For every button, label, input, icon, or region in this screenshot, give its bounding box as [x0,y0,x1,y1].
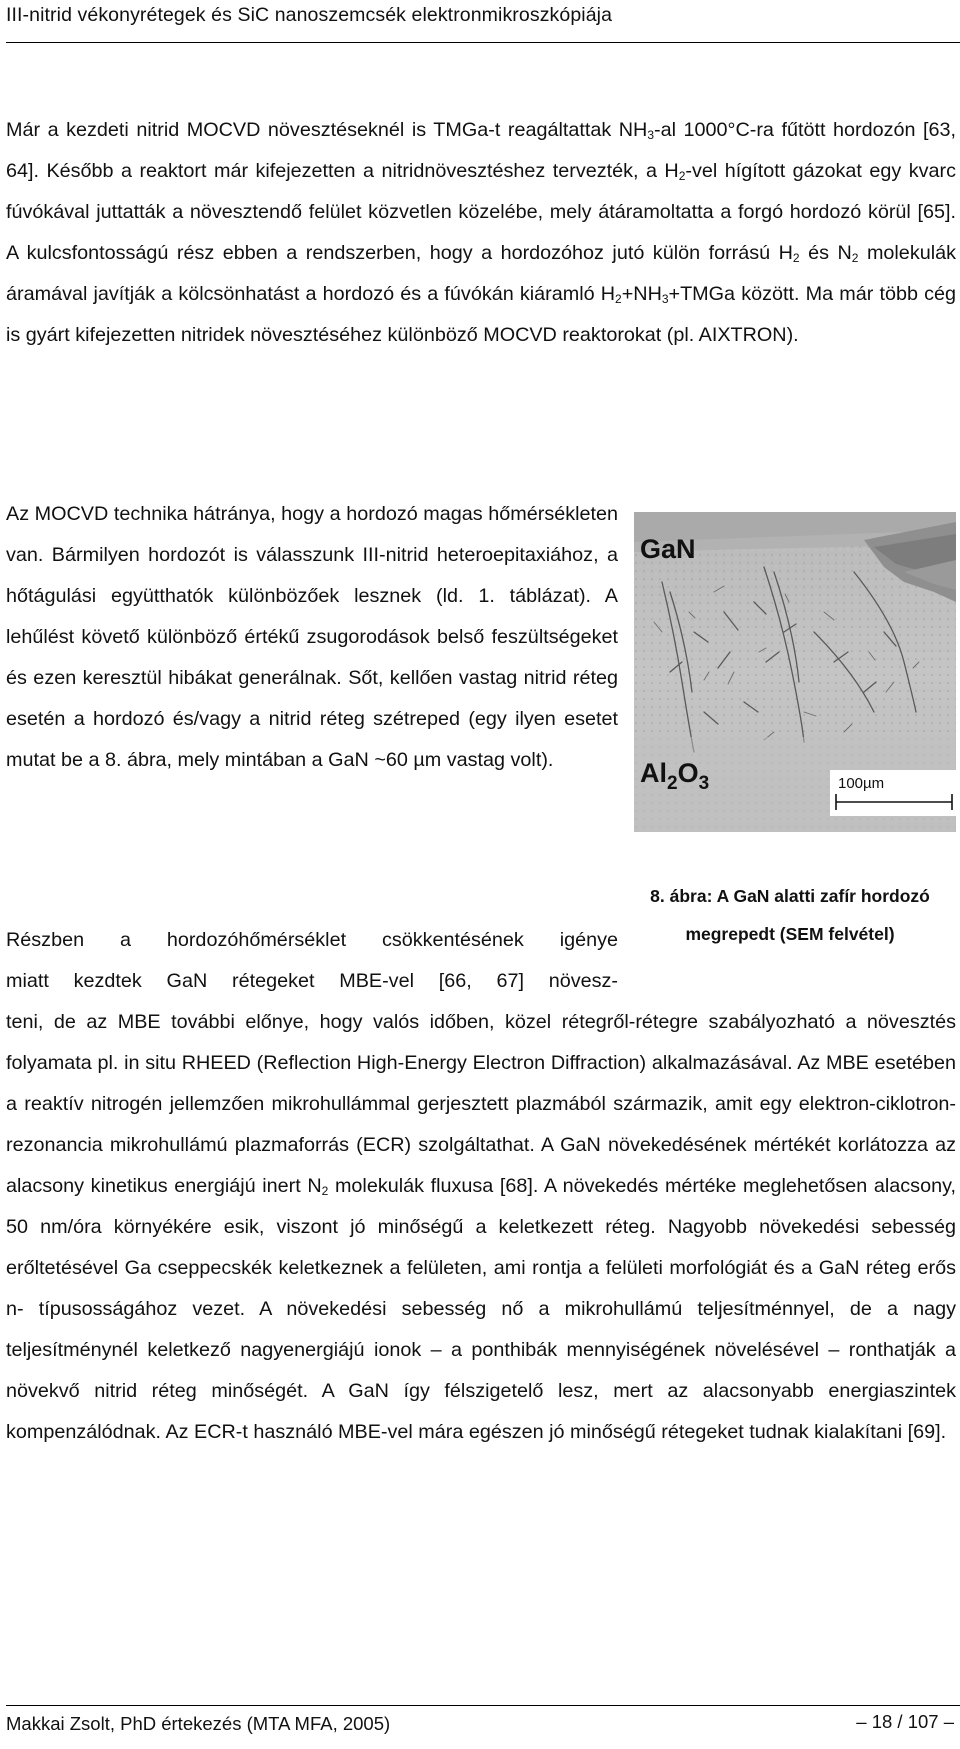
sem-micrograph-image [634,512,956,832]
page-header [6,0,960,43]
paragraph-mbe [6,920,956,1453]
scale-bar-label: 100µm [838,775,885,792]
subscript: 3 [661,292,669,306]
page-footer [6,1705,960,1749]
subscript: 2 [792,251,800,265]
text-run: molekulák áramával javítják a kölcsönhatást a hordozó és a fúvókán kiáramló H [6,242,956,305]
subscript: 2 [321,1184,329,1198]
page-number: – 18 / 107 – [856,1711,954,1732]
text-line: Részben a hordozóhőmérséklet csökkentésének igénye [6,929,618,951]
subscript: 2 [615,292,622,306]
subscript: 2 [678,169,686,183]
figure-label-gan: GaN [640,534,696,564]
text-run: -al 1000°C-ra fűtött hordozón [63, 64]. Később a reaktort már kifejezetten a nitridnövesztéshez tervezték, a H [6,119,957,182]
subscript: 3 [647,128,655,142]
text-run: -vel hígított gázokat egy kvarc fúvókával juttatták a növesztendő felület közvetlen közelébe, mely átáramoltatta a forgó hordozó körül [65]. A kulcsfontosságú rész ebben a rendszerben, hogy a hordozóhoz jutó külön forrású H [6,160,956,264]
text-run: Már a kezdeti nitrid MOCVD növesztéseknél is TMGa-t reagáltattak NH [6,119,648,141]
paragraph-mocvd-history [6,110,956,356]
text-line: miatt kezdtek GaN rétegeket MBE-vel [66, 67] növesz- [6,970,618,992]
text-run: teni, de az MBE további előnye, hogy valós időben, közel rétegről-rétegre szabályozható a növesztés folyamata pl. in situ RHEED (Reflection High-Energy Electron Diffraction) alkalmazásával. Az MBE esetében a reaktív nitrogén jellemzően mikrohullámmal gerjesztett plazmából származik, amit egy elektron-ciklotron-rezonancia mikrohullámú plazmaforrás (ECR) szolgáltathat. A GaN növekedésének mértékét korlátozza az alacsony kinetikus energiájú inert N [6,1011,956,1197]
text-run: és N [799,242,852,264]
paragraph-mocvd-drawback: Az MOCVD technika hátránya, hogy a hordozó magas hőmérsékleten van. Bármilyen hordozót is válasszunk III-nitrid heteroepitaxiához, a hőtágulási együtthatók különbözőek lesznek (ld. 1. táblázat). A lehűlést követő különböző értékű zsugorodások belső feszültségeket és ezen keresztül hibákat generálnak. Sőt, kellően vastag nitrid réteg esetén a hordozó és/vagy a nitrid réteg szétreped (egy ilyen esetet mutat be a 8. ábra, mely mintában a GaN ~60 µm vastag volt). [6,503,618,771]
header-title: III-nitrid vékonyrétegek és SiC nanoszemcsék elektronmikroszkópiája [6,4,613,26]
text-run: +TMGa között. Ma már több cég is gyárt kifejezetten nitridek növesztéséhez különböző MOCVD reaktorokat (pl. AIXTRON). [6,283,956,346]
sem-figure [634,512,956,832]
subscript: 2 [851,251,859,265]
footer-author: Makkai Zsolt, PhD értekezés (MTA MFA, 2005) [6,1713,391,1734]
figure-label-al2o3: $Al_2O_3$ [640,758,710,794]
text-run: molekulák fluxusa [68]. A növekedés mértéke meglehetősen alacsony, 50 nm/óra környékére esik, viszont jó minőségű a keletkezett réteg. Nagyobb növekedési sebesség erőltetésével Ga cseppecskék keletkeznek a felületen, ami rontja a felületi morfológiát és a GaN réteg erős n- típusosságához vezet. A növekedési sebesség nő a mikrohullámú teljesítménnyel, de a nagy teljesítménynél keletkező nagyenergiájú ionok – a ponthibák mennyiségének növelésével – ronthatják a növekvő nitrid réteg minőségét. A GaN így félszigetelő lesz, mert az alacsonyabb energiaszintek kompenzálódnak. Az ECR-t használó MBE-vel mára egészen jó minőségű rétegeket tudnak kialakítani [69]. [6,1175,956,1443]
text-run: +NH [621,283,662,305]
figure-caption: 8. ábra: A GaN alatti zafír hordozó megrepedt (SEM felvétel) [650,886,930,944]
